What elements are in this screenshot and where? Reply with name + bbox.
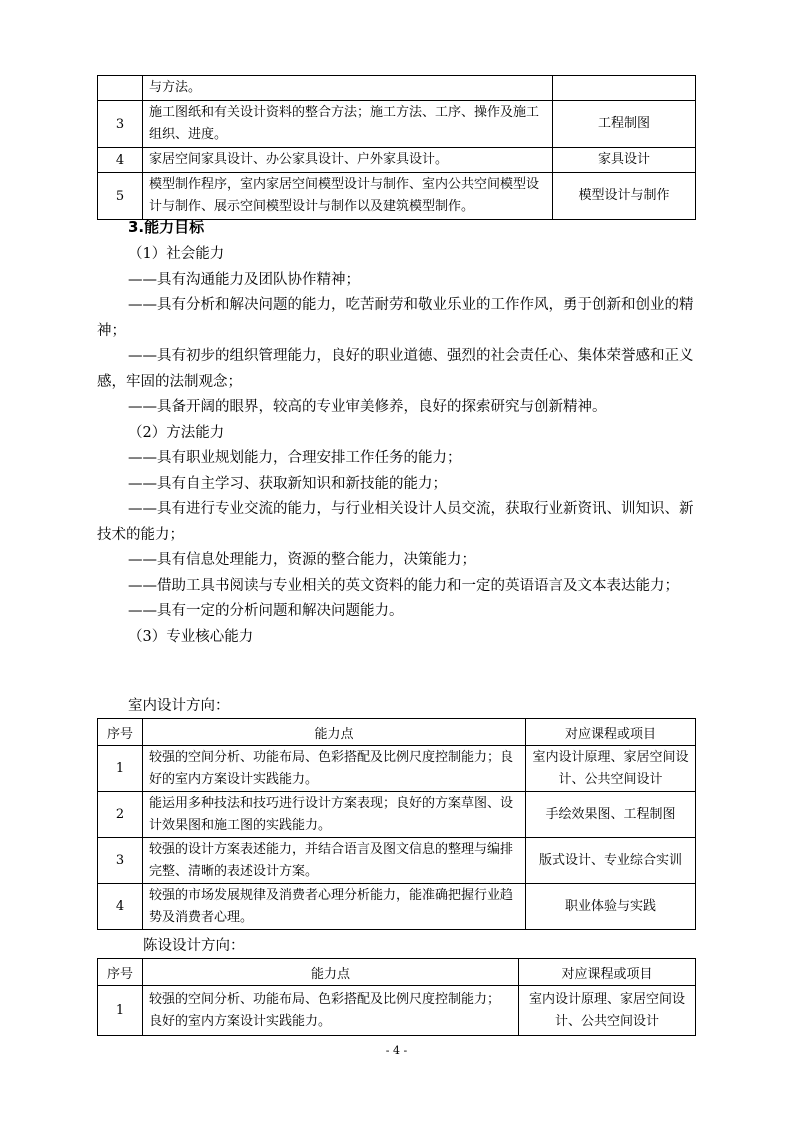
paragraph: （3）专业核心能力: [128, 628, 254, 645]
row-number: 4: [98, 148, 143, 173]
row-number: 1: [98, 746, 143, 792]
row-number: 3: [98, 838, 143, 884]
row-course: 版式设计、专业综合实训: [526, 838, 696, 884]
paragraph: ——借助工具书阅读与专业相关的英文资料的能力和一定的英语语言及文本表达能力；: [128, 577, 679, 594]
paragraph: ——具有职业规划能力，合理安排工作任务的能力；: [128, 450, 462, 466]
table-row: [98, 746, 696, 792]
row-content: 施工图纸和有关设计资料的整合方法；施工方法、工序、操作及施工组织、进度。: [143, 101, 553, 148]
display-ability-table: [97, 958, 696, 1036]
interior-caption: 室内设计方向：: [128, 698, 230, 714]
table-row: [98, 792, 696, 838]
course-content-table: [97, 75, 696, 220]
table-row: [98, 101, 696, 148]
paragraph: ——具有自主学习、获取新知识和新技能的能力；: [128, 475, 447, 492]
header-ability: 能力点: [143, 959, 519, 986]
row-number: 3: [98, 101, 143, 148]
header-course: 对应课程或项目: [519, 959, 696, 986]
row-number: 1: [98, 986, 143, 1036]
header-number: 序号: [98, 719, 143, 746]
paragraph: ——具有初步的组织管理能力，良好的职业道德、强烈的社会责任心、集体荣誉感和正义感，牢固的法制观念；: [97, 348, 694, 390]
paragraph: （1）社会能力: [128, 246, 225, 262]
row-content: 较强的空间分析、功能布局、色彩搭配及比例尺度控制能力；良好的室内方案设计实践能力。: [143, 986, 519, 1036]
section-heading: 3.能力目标: [128, 218, 205, 236]
row-content: 与方法。: [143, 76, 553, 101]
table-header-row: [98, 959, 696, 986]
row-course: 手绘效果图、工程制图: [526, 792, 696, 838]
row-content: 能运用多种技法和技巧进行设计方案表现；良好的方案草图、设计效果图和施工图的实践能力。: [143, 792, 526, 838]
row-course: 工程制图: [553, 101, 696, 148]
row-course: 职业体验与实践: [526, 884, 696, 930]
row-number: 2: [98, 792, 143, 838]
paragraph: ——具有沟通能力及团队协作精神；: [128, 271, 360, 288]
table-header-row: [98, 719, 696, 746]
paragraph: （2）方法能力: [128, 424, 225, 441]
row-number: 5: [98, 173, 143, 220]
table-row: [98, 838, 696, 884]
paragraph: ——具有信息处理能力，资源的整合能力，决策能力；: [128, 552, 476, 568]
page-number: - 4 -: [385, 1044, 408, 1057]
row-course: 室内设计原理、家居空间设计、公共空间设计: [519, 986, 696, 1036]
paragraph: ——具有进行专业交流的能力，与行业相关设计人员交流，获取行业新资讯、训知识、新技术的能力；: [97, 501, 694, 543]
table-row: [98, 884, 696, 930]
ability-paragraphs: [97, 242, 699, 650]
row-course: [553, 76, 696, 101]
paragraph: ——具备开阔的眼界，较高的专业审美修养，良好的探索研究与创新精神。: [128, 399, 607, 415]
table-row: [98, 986, 696, 1036]
row-content: 较强的空间分析、功能布局、色彩搭配及比例尺度控制能力；良好的室内方案设计实践能力。: [143, 746, 526, 792]
row-course: 室内设计原理、家居空间设计、公共空间设计: [526, 746, 696, 792]
display-caption: 陈设设计方向：: [143, 938, 245, 954]
header-course: 对应课程或项目: [526, 719, 696, 746]
paragraph: ——具有一定的分析问题和解决问题能力。: [128, 603, 404, 619]
table-row: [98, 148, 696, 173]
row-number: [98, 76, 143, 101]
table-row: [98, 76, 696, 101]
table-row: [98, 173, 696, 220]
row-content: 较强的市场发展规律及消费者心理分析能力，能准确把握行业趋势及消费者心理。: [143, 884, 526, 930]
interior-ability-table: [97, 718, 696, 930]
paragraph: ——具有分析和解决问题的能力，吃苦耐劳和敬业乐业的工作作风，勇于创新和创业的精神；: [97, 297, 694, 339]
row-content: 模型制作程序，室内家居空间模型设计与制作、室内公共空间模型设计与制作、展示空间模型设计与制作以及建筑模型制作。: [143, 173, 553, 220]
row-number: 4: [98, 884, 143, 930]
header-number: 序号: [98, 959, 143, 986]
row-course: 家具设计: [553, 148, 696, 173]
header-ability: 能力点: [143, 719, 526, 746]
row-content: 家居空间家具设计、办公家具设计、户外家具设计。: [143, 148, 553, 173]
row-course: 模型设计与制作: [553, 173, 696, 220]
row-content: 较强的设计方案表述能力，并结合语言及图文信息的整理与编排完整、清晰的表述设计方案。: [143, 838, 526, 884]
